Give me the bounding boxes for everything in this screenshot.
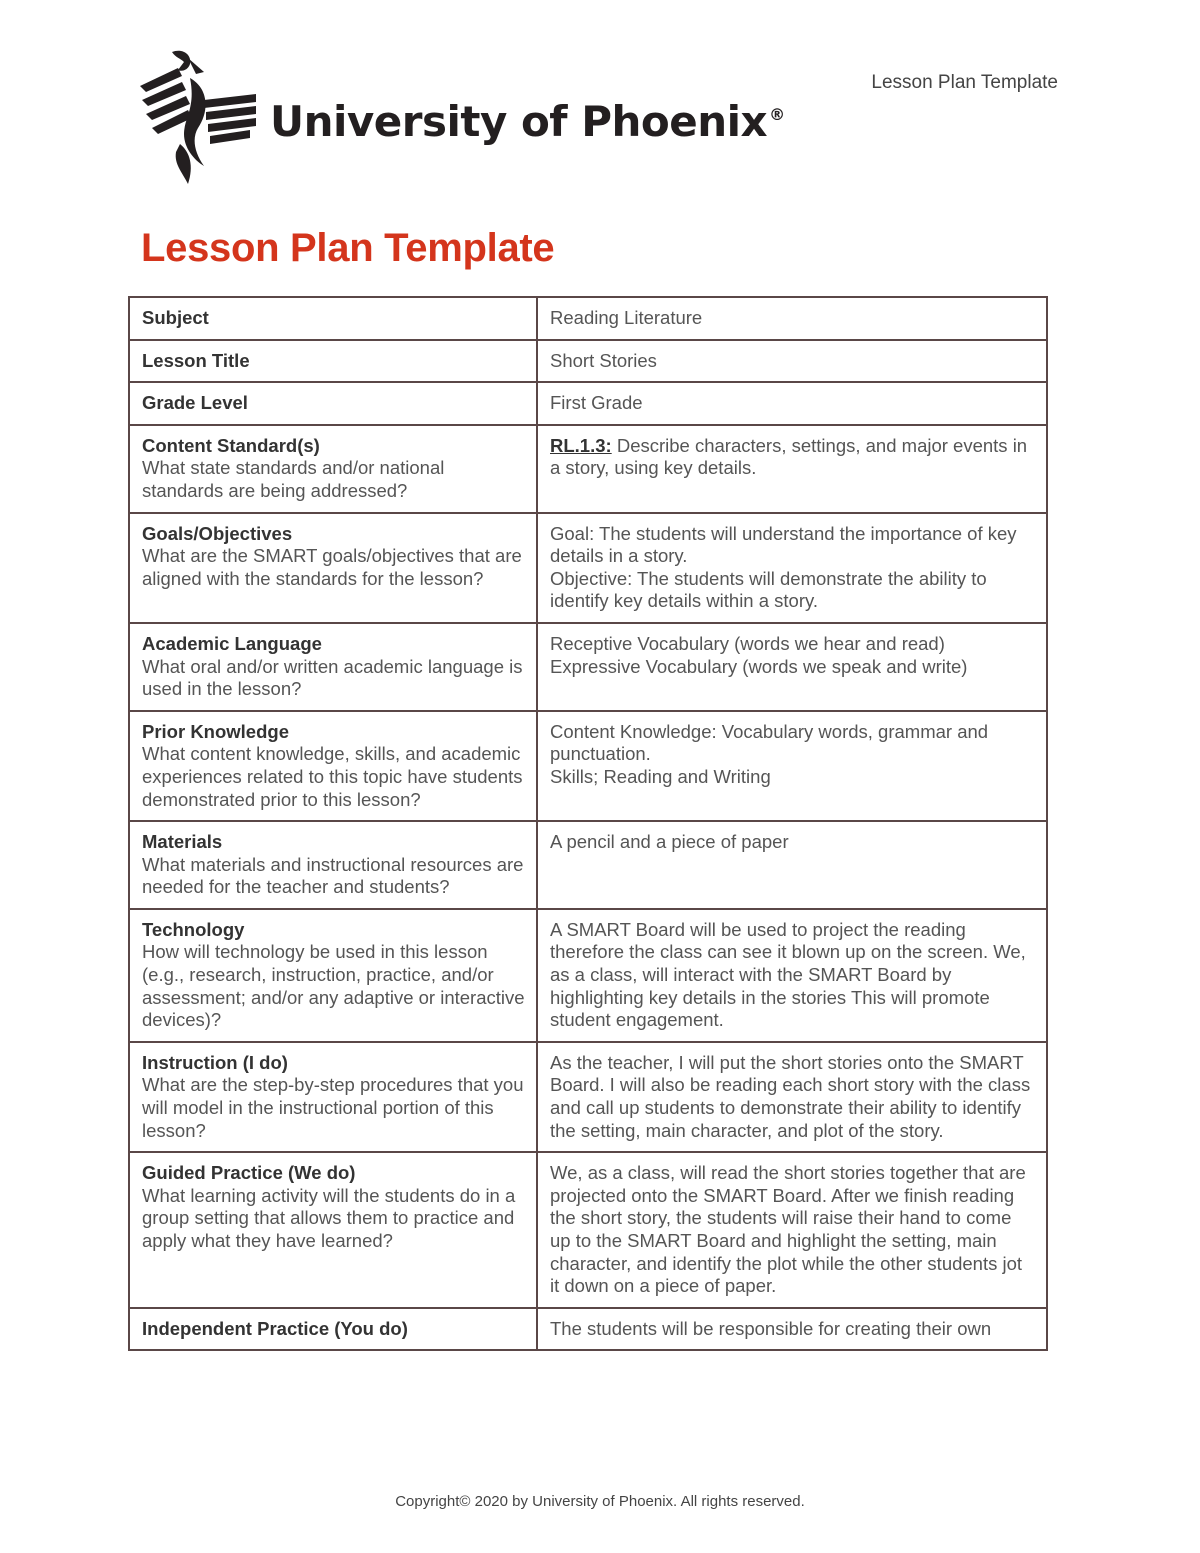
row-label-cell [129, 340, 537, 383]
lesson-plan-table [128, 296, 1048, 1351]
standard-code: RL.1.3: [550, 434, 612, 456]
row-prompt: What oral and/or written academic language is used in the lesson? [142, 655, 523, 700]
row-answer: A SMART Board will be used to project the reading therefore the class can see it blown up on the screen. We, as a class, will interact with the SMART Board by highlighting key details in the stories This will promote student engagement. [550, 918, 1026, 1031]
page-header-label: Lesson Plan Template [871, 72, 1058, 93]
row-prompt: What materials and instructional resources are needed for the teacher and students? [142, 853, 524, 898]
row-answer-cell [537, 513, 1047, 623]
table-row [129, 1042, 1047, 1152]
row-answer: Short Stories [550, 349, 657, 371]
row-prompt: What are the step-by-step procedures that you will model in the instructional portion of this lesson? [142, 1074, 524, 1141]
table-row [129, 513, 1047, 623]
row-label-cell [129, 821, 537, 909]
table-row [129, 711, 1047, 821]
logo-wordmark [270, 97, 785, 146]
row-prompt: What learning activity will the students do in a group setting that allows them to practice and apply what they have learned? [142, 1184, 516, 1251]
table-row [129, 425, 1047, 513]
row-label-cell [129, 1042, 537, 1152]
row-label-cell [129, 1152, 537, 1308]
row-prompt: What state standards and/or national standards are being addressed? [142, 457, 445, 501]
row-answer: First Grade [550, 392, 643, 414]
university-logo [138, 48, 785, 188]
row-label: Subject [142, 307, 209, 328]
row-label: Technology [142, 918, 245, 940]
row-label: Lesson Title [142, 349, 250, 371]
row-label-cell [129, 513, 537, 623]
row-label-cell [129, 711, 537, 821]
table-row [129, 1152, 1047, 1308]
row-answer-cell [537, 340, 1047, 383]
row-label: Academic Language [142, 632, 322, 654]
row-label-cell [129, 297, 537, 340]
table-row [129, 297, 1047, 340]
row-label-cell [129, 382, 537, 425]
row-answer-cell [537, 711, 1047, 821]
row-label-cell [129, 1308, 537, 1351]
row-answer-cell [537, 382, 1047, 425]
table-row [129, 340, 1047, 383]
row-label-cell [129, 425, 537, 513]
table-row [129, 909, 1047, 1042]
row-answer-cell [537, 1308, 1047, 1351]
row-label: Guided Practice (We do) [142, 1162, 356, 1184]
row-answer-cell [537, 821, 1047, 909]
row-answer-cell [537, 1152, 1047, 1308]
row-answer: Reading Literature [550, 307, 703, 328]
row-label: Instruction (I do) [142, 1051, 288, 1073]
copyright-footer: Copyright© 2020 by University of Phoenix. All rights reserved. [395, 1493, 805, 1510]
row-prompt: What are the SMART goals/objectives that are aligned with the standards for the lesson? [142, 545, 522, 589]
row-prompt: How will technology be used in this lesson (e.g., research, instruction, practice, and/or assessment; and/or any adaptive or interactive devices)? [142, 941, 525, 1031]
row-label: Prior Knowledge [142, 720, 289, 742]
row-answer: The students will be responsible for creating their own [550, 1317, 992, 1339]
row-answer: A pencil and a piece of paper [550, 831, 789, 853]
row-answer-cell [537, 425, 1047, 513]
row-label: Goals/Objectives [142, 522, 293, 544]
row-label: Materials [142, 831, 223, 853]
table-row [129, 623, 1047, 711]
row-label: Grade Level [142, 392, 248, 414]
row-answer-cell [537, 623, 1047, 711]
row-answer: Describe characters, settings, and major events in a story, using key details. [550, 434, 1028, 479]
row-answer-cell [537, 909, 1047, 1042]
table-row [129, 382, 1047, 425]
registered-mark: ® [769, 104, 785, 124]
table-row [129, 821, 1047, 909]
row-answer-cell [537, 297, 1047, 340]
row-answer: Goal: The students will understand the importance of key details in a story. Objective: The students will demonstrate the ability to identify key details within a story. [550, 522, 1017, 612]
row-answer: Receptive Vocabulary (words we hear and read) Expressive Vocabulary (words we speak and write) [550, 632, 968, 677]
page-title: Lesson Plan Template [141, 226, 555, 270]
row-label-cell [129, 623, 537, 711]
row-answer-cell [537, 1042, 1047, 1152]
row-answer: As the teacher, I will put the short stories onto the SMART Board. I will also be reading each short story with the class and call up students to demonstrate their ability to identify the setting, main character, and plot of the story. [550, 1051, 1031, 1141]
row-prompt: What content knowledge, skills, and academic experiences related to this topic have students demonstrated prior to this lesson? [142, 743, 523, 810]
row-label: Independent Practice (You do) [142, 1317, 408, 1339]
phoenix-bird-icon [138, 48, 260, 188]
row-label: Content Standard(s) [142, 434, 320, 456]
row-label-cell [129, 909, 537, 1042]
logo-text: University of Phoenix [270, 96, 768, 146]
row-answer: We, as a class, will read the short stories together that are projected onto the SMART Board. After we finish reading the short story, the students will raise their hand to come up to the SMART Board and highlight the setting, main character, and identify the plot while the other students jot it down on a piece of paper. [550, 1162, 1026, 1297]
row-answer: Content Knowledge: Vocabulary words, grammar and punctuation. Skills; Reading and Writing [550, 720, 989, 787]
table-row [129, 1308, 1047, 1351]
